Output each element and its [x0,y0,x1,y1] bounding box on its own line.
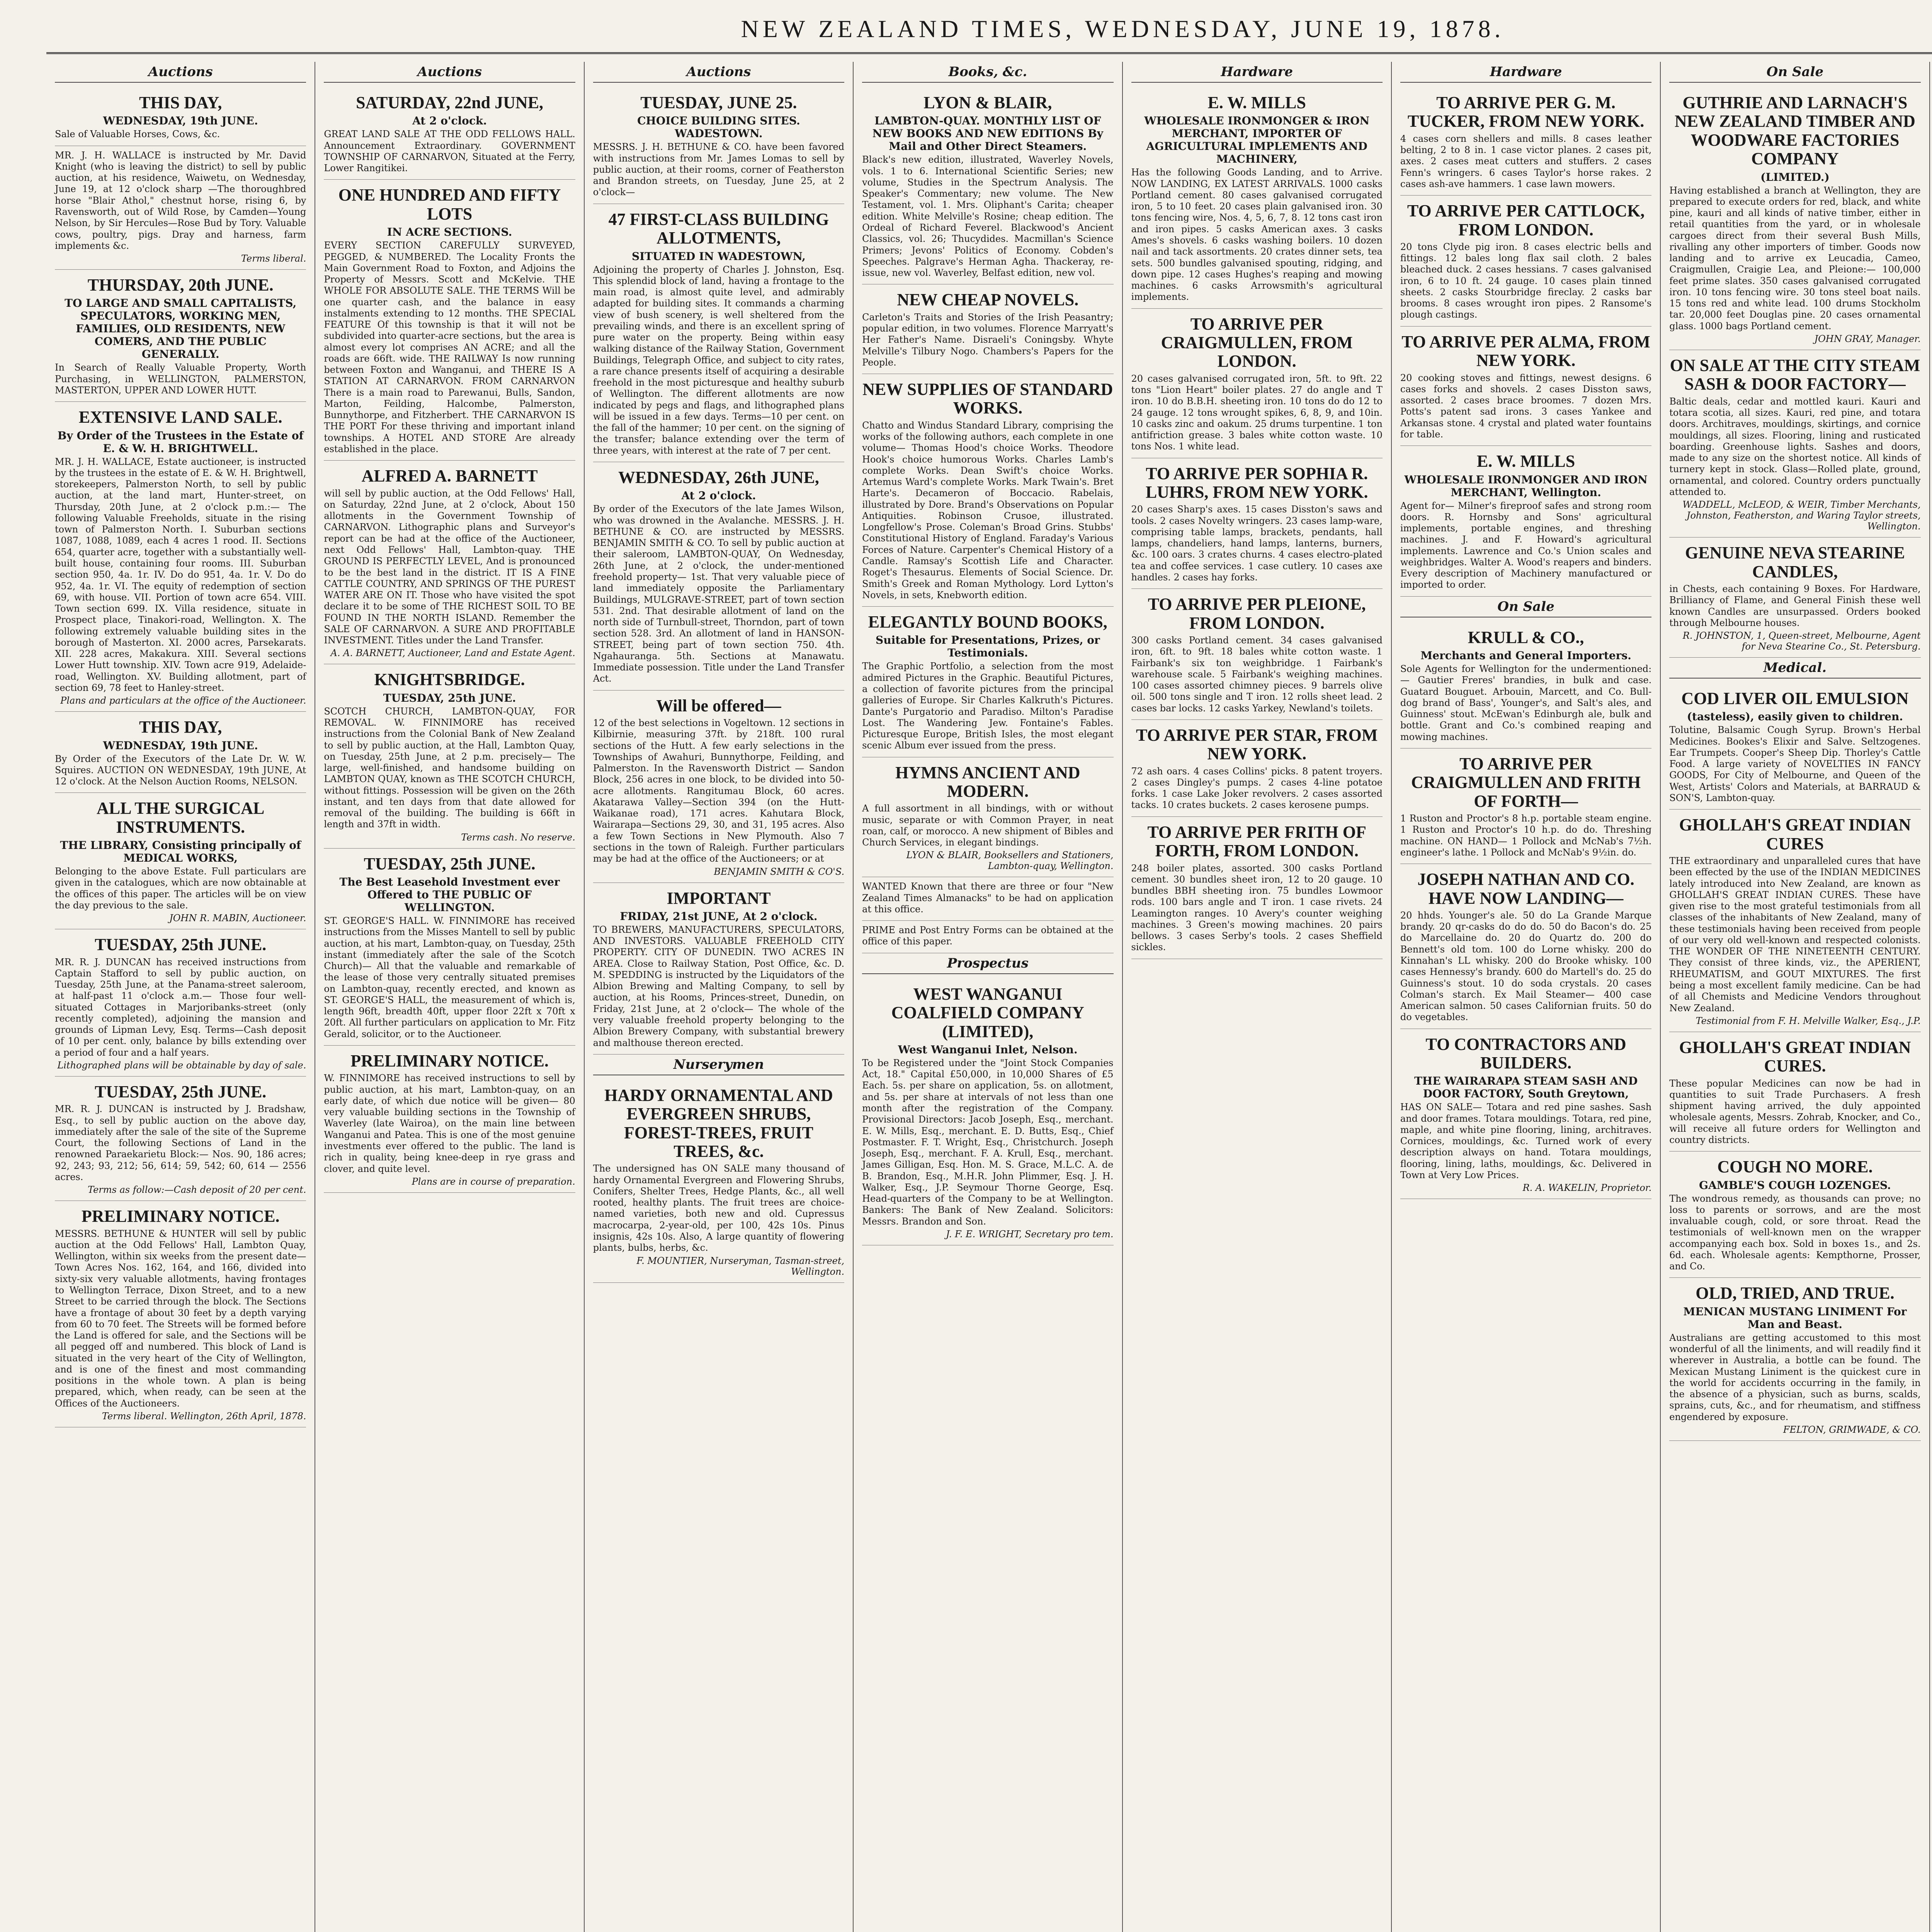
ad-body: Black's new edition, illustrated, Waverley Novels, vols. 1 to 6. International Scientific Series; new volume, Studies in the Spectrum Analysis. The Speaker's Commentary; new volume. The New Testament, vol. 1. Mrs. Oliphant's Carita; cheaper edition. White Melville's Rosine; cheap edition. The Ordeal of Richard Feverel. Blackwood's Ancient Classics, vol. 26; Thucydides. Macmillan's Science Primers; Jevons' Politics of Economy. Cobden's Speeches. Palgrave's Herman Agha. Thackeray, re-issue, new vol. Waverley, Belfast edition, new vol. [862,154,1114,279]
ad-title: THIS DAY, [139,93,222,112]
advertisement [55,1201,306,1427]
ad-body: 300 casks Portland cement. 34 cases galvanised iron, 6ft. to 9ft. 18 bales white cotton waste. 1 Fairbank's six ton weighbridge. 1 Fairbank's warehouse scale. 5 Fairbank's weighing machines. 100 cases assorted chimney pieces. 9 barrels olive oil. 500 tons single and T iron. 12 rolls sheet lead. 2 cases bar locks. 12 casks Yarkey, Newland's toilets. [1131,635,1383,714]
ad-signature: BENJAMIN SMITH & CO'S. [714,866,845,877]
ad-title: NEW SUPPLIES OF STANDARD WORKS. [862,380,1113,418]
ad-subtitle: FRIDAY, 21st JUNE, At 2 o'clock. [620,910,818,923]
ad-body: To be Registered under the "Joint Stock Companies Act, 18." Capital £50,000, in 10,000 Shares of £5 Each. 5s. per share on application, 5s. on allotment, and 5s. per share at intervals of not less than one month after the registration of the Company. Provisional Directors: Jacob Joseph, Esq., merchant. E. W. Mills, Esq., merchant. E. D. Butts, Esq., Chief Postmaster. F. T. Wright, Esq., Christchurch. Joseph Joseph, Esq., merchant. F. A. Krull, Esq., merchant. James Gilligan, Esq. Hon. M. S. Grace, M.L.C. A. de B. Brandon, Esq., M.H.R. John Plimmer, Esq. J. H. Walker, Esq., J.P. Seymour Thorne George, Esq. Head-quarters of the Company to be at Wellington. Bankers: The Bank of New Zealand. Solicitors: Messrs. Brandon and Son. [862,1057,1114,1227]
ad-title: THURSDAY, 20th JUNE. [87,276,274,295]
ad-signature: Testimonial from F. H. Melville Walker, Esq., J.P. [1696,1015,1921,1026]
ad-body: MESSRS. J. H. BETHUNE & CO. have been favored with instructions from Mr. James Lomas to sell by public auction, at their rooms, corner of Featherston and Brandon streets, on Tuesday, June 25, at 2 o'clock— [593,141,845,198]
column-5 [1123,62,1392,1932]
ad-subtitle: At 2 o'clock. [412,114,487,128]
ad-title: GENUINE NEVA STEARINE CANDLES, [1685,543,1905,581]
ad-body: HAS ON SALE— Totara and red pine sashes. Sash and door frames. Totara mouldings. Totara, red pine, maple, and white pine flooring, lining, architraves. Cornices, mouldings, &c. Turned work of every description always on hand. Totara mouldings, flooring, lining, laths, mouldings, &c. Delivered in Town at Very Low Prices. [1400,1102,1652,1180]
advertisement [55,402,306,712]
masthead-rule [46,52,1932,54]
advertisement [593,204,844,462]
ad-title: TO ARRIVE PER FRITH OF FORTH, FROM LONDON. [1147,822,1366,861]
ad-title: GHOLLAH'S GREAT INDIAN CURES. [1679,1037,1911,1076]
advertisement [324,180,575,461]
advertisement [1669,1032,1920,1151]
ad-subtitle: TUESDAY, 25th JUNE. [383,691,516,704]
ad-body: These popular Medicines can now be had in quantities to suit Trade Purchasers. A fresh shipment having arrived, the duly appointed wholesale agents, Messrs. Zohrab, Knocker, and Co., will receive all future orders for Wellington and country districts. [1669,1078,1921,1145]
ad-subtitle: MENICAN MUSTANG LINIMENT For Man and Beast. [1683,1305,1907,1331]
section-heading: Hardware [1400,64,1651,83]
ad-body: 20 cooking stoves and fittings, newest designs. 6 cases forks and shovels. 2 cases Disston saws, assorted. 2 cases brace broomes. 7 dozen Mrs. Potts's patent sad irons. 3 cases Yankee and Arkansas stone. 4 crystal and plated water fountains for table. [1400,372,1652,440]
ad-signature: LYON & BLAIR, Booksellers and Stationers, Lambton-quay, Wellington. [906,850,1114,872]
ad-body: will sell by public auction, at the Odd Fellows' Hall, on Saturday, 22nd June, at 2 o'clock, About 150 allotments in the Government Township of CARNARVON. Lithographic plans and Surveyor's report can be had at the office of the Auctioneer, next Odd Fellows' Hall, Lambton-quay. THE GROUND IS PERFECTLY LEVEL, And is pronounced to be the best land in the district. IT IS A FINE CATTLE COUNTRY, AND SPRINGS OF THE PUREST WATER ARE ON IT. Those who have visited the spot declare it to be some of THE RICHEST SOIL TO BE FOUND IN THE NORTH ISLAND. Remember the SALE OF CARNARVON. A SURE AND PROFITABLE INVESTMENT. Titles under the Land Transfer. [324,488,575,646]
ad-body: GREAT LAND SALE AT THE ODD FELLOWS HALL. Announcement Extraordinary. GOVERNMENT TOWNSHIP OF CARNARVON, Situated at the Ferry, Lower Rangitikei. [324,129,575,174]
ad-title: KRULL & CO., [1468,628,1584,647]
ad-body: Has the following Goods Landing, and to Arrive. NOW LANDING, EX LATEST ARRIVALS. 1000 casks Portland cement. 80 cases galvanised corrugated iron, 5 to 10 feet. 20 cases plain galvanised iron. 30 tons fencing wire, Nos. 4, 5, 6, 7, 8. 12 tons cast iron and iron pipes. 5 casks American axes. 3 casks Ames's shovels. 6 casks washing boilers. 10 dozen nail and tack assortments. 20 crates dinner sets, tea sets. 500 bundles galvanised spouting, ridging, and down pipe. 12 cases Hughes's reaping and mowing machines. 6 casks Arrowsmith's agricultural implements. [1131,167,1383,303]
ad-body: 1 Ruston and Proctor's 8 h.p. portable steam engine. 1 Ruston and Proctor's 10 h.p. do do. Threshing machine. ON HAND— 1 Pollock and McNab's 7½h. engineer's lathe. 1 Pollock and McNab's 9½in. do. [1400,813,1652,858]
ad-signature: R. A. WAKELIN, Proprietor. [1522,1182,1652,1194]
ad-body: The Graphic Portfolio, a selection from the most admired Pictures in the Graphic. Beautiful Pictures, a collection of favorite pictures from the principal galleries of Europe. Sir Charles Kalkruth's Pictures. Dante's Purgatorio and Paradiso. Milton's Paradise Lost. The Wandering Jew. Fontaine's Fables. Picturesque Europe, British Isles, the most elegant scenic Album ever issued from the press. [862,661,1114,751]
advertisement [1669,350,1920,537]
ad-subtitle: WEDNESDAY, 19th JUNE. [103,739,258,752]
advertisement [593,690,844,883]
advertisement [1669,1151,1920,1278]
ad-signature: Terms as follow:—Cash deposit of 20 per cent. [87,1184,306,1196]
ad-body: By Order of the Executors of the Late Dr. W. W. Squires. AUCTION ON WEDNESDAY, 19th JUNE, At 12 o'clock. At the Nelson Auction Rooms, NELSON. [55,753,306,787]
ad-subtitle: SITUATED IN WADESTOWN, [631,250,806,263]
section-heading: Medical. [1669,660,1920,679]
ad-body: In Search of Really Valuable Property, Worth Purchasing, in WELLINGTON, PALMERSTON, MASTERTON, UPPER AND LOWER HUTT. [55,362,306,396]
advertisement [862,607,1113,757]
ad-subtitle: IN ACRE SECTIONS. [387,226,512,239]
ad-subtitle: THE WAIRARAPA STEAM SASH AND DOOR FACTORY, South Greytown, [1414,1075,1638,1100]
column-1 [46,62,315,1932]
advertisement [862,757,1113,878]
newspaper-title: NEW ZEALAND TIMES, WEDNESDAY, JUNE 19, 1878. [741,15,1505,43]
ad-title: OLD, TRIED, AND TRUE. [1696,1284,1895,1303]
ad-title: TO ARRIVE PER CRAIGMULLEN AND FRITH OF FORTH— [1411,754,1641,811]
ad-body: 20 tons Clyde pig iron. 8 cases electric bells and fittings. 12 bales long flax sail cloth. 2 bales bleached duck. 2 cases hessians. 7 cases galvanised iron, 6 to 10 ft. 24 gauge. 10 cases plain tinned sheets. 2 casks Stourbridge fireclay. 2 casks bar brooms. 8 cases wrought iron pipes. 2 Ransome's plough castings. [1400,241,1652,320]
advertisement [55,270,306,402]
ad-subtitle: LAMBTON-QUAY. MONTHLY LIST OF NEW BOOKS AND NEW EDITIONS By Mail and Other Direct Steamers. [872,114,1104,153]
ad-signature: JOHN GRAY, Manager. [1814,333,1921,345]
ad-signature: Terms liberal. [241,253,306,264]
ad-signature: A. A. BARNETT, Auctioneer, Land and Estate Agent. [330,648,575,659]
advertisement [1131,458,1383,589]
advertisement [1131,720,1383,817]
ad-subtitle: (LIMITED.) [1760,170,1830,184]
ad-body: Agent for— Milner's fireproof safes and strong room doors. R. Hornsby and Sons' agricultural implements, portable engines, and threshing machines. J. and F. Howard's agricultural implements. Lawrence and Co.'s Union scales and weighbridges. Walter A. Wood's reapers and binders. Every description of Machinery manufactured or imported to order. [1400,500,1652,590]
ad-title: E. W. MILLS [1208,93,1306,112]
advertisement [55,929,306,1077]
ad-subtitle: WHOLESALE IRONMONGER & IRON MERCHANT, IMPORTER OF AGRICULTURAL IMPLEMENTS AND MACHINERY, [1144,114,1370,166]
ad-body: MR. R. J. DUNCAN is instructed by J. Bradshaw, Esq., to sell by public auction on the above day, immediately after the sale of the site of the Supreme Court, the following Sections of Land in the renowned Paraekarietu Block:— Nos. 90, 186 acres; 92, 243; 93, 212; 56, 614; 59, 542; 60, 614 — 2556 acres. [55,1104,306,1182]
ad-title: GUTHRIE AND LARNACH'S NEW ZEALAND TIMBER AND WOODWARE FACTORIES COMPANY [1674,93,1915,168]
ad-body: Sale of Valuable Horses, Cows, &c. [55,129,220,140]
column-4 [854,62,1122,1932]
advertisement [1131,817,1383,959]
ad-body: SCOTCH CHURCH, LAMBTON-QUAY, FOR REMOVAL. W. FINNIMORE has received instructions from the Colonial Bank of New Zealand to sell by public auction, at the Hall, Lambton Quay, on Tuesday, 25th June, at 2 p.m. precisely— The large, well-finished, and handsome building on LAMBTON QUAY, known as THE SCOTCH CHURCH, without fittings. Possession will be given on the 26th instant, and ten days from that date allowed for removal of the building. The building is 66ft in length and 37ft in width. [324,706,575,830]
section-heading: Nurserymen [593,1057,844,1075]
advertisement [593,462,844,690]
ad-title: TO ARRIVE PER CATTLOCK, FROM LONDON. [1407,201,1645,239]
ad-title: COUGH NO MORE. [1717,1157,1873,1177]
ad-signature: F. MOUNTIER, Nurseryman, Tasman-street, Wellington. [636,1255,845,1277]
advertisement [324,664,575,848]
ad-title: ON SALE AT THE CITY STEAM SASH & DOOR FACTORY— [1670,356,1920,394]
ad-title: E. W. MILLS [1476,452,1575,471]
section-heading: Auctions [593,64,844,83]
ad-signature: Plans are in course of preparation. [412,1176,575,1187]
ad-title: TO ARRIVE PER STAR, FROM NEW YORK. [1136,725,1378,764]
ad-title: Will be offered— [656,696,781,715]
advertisement [55,146,306,270]
ad-subtitle: CHOICE BUILDING SITES. WADESTOWN. [637,114,800,140]
ad-title: TO CONTRACTORS AND BUILDERS. [1425,1034,1626,1072]
ad-body: W. FINNIMORE has received instructions to sell by public auction, at his mart, Lambton-quay, on an early date, of which due notice will be given— 80 very valuable building sections in the Township of Waverley (late Wairoa), on the main line between Wanganui and Patea. This is one of the most genuine investments ever offered to the public. The land is rich in quality, being knee-deep in rye grass and clover, and quite level. [324,1073,575,1174]
ad-body: THE extraordinary and unparalleled cures that have been effected by the use of the INDIAN MEDICINES lately introduced into New Zealand, are known as GHOLLAH'S GREAT INDIAN CURES. These have given rise to the most grateful testimonials from all classes of the inhabitants of New Zealand, many of these testimonials having been received from people of our very old well-known and respected colonists. THE WONDER OF THE NINETEENTH CENTURY. They consist of three kinds, viz., the APERIENT, RHEUMATISM, and GOUT MIXTURES. The first being a most excellent family medicine. Can be had of all Chemists and Medicine Vendors throughout New Zealand. [1669,855,1921,1014]
ad-body: 20 cases Sharp's axes. 15 cases Disston's saws and tools. 2 cases Novelty wringers. 23 cases lamp-ware, comprising table lamps, brackets, pendants, hall lamps, chandeliers, hand lamps, lanterns, burners, &c. 100 oars. 3 crates churns. 4 cases electro-plated tea and coffee services. 1 case cutlery. 10 cases axe handles. 2 cases hay forks. [1131,504,1383,583]
column-8 [1930,62,1932,1932]
ad-body: 4 cases corn shellers and mills. 8 cases leather belting, 2 to 8 in. 1 case victor planes. 2 cases pit, axes. 2 cases meat cutters and stuffers. 2 cases Fenn's wringers. 6 cases Taylor's horse rakes. 2 cases ash-ave hammers. 1 case lawn mowers. [1400,133,1652,189]
advertisement [1400,87,1651,196]
ad-subtitle: (tasteless), easily given to children. [1687,710,1903,723]
ad-title: IMPORTANT [667,888,771,908]
advertisement [1400,748,1651,864]
ad-subtitle: GAMBLE'S COUGH LOZENGES. [1699,1179,1891,1192]
ad-body: in Chests, each containing 9 Boxes. For Hardware, Brilliancy of Flame, and General Finish these well known Candles are unsurpassed. Orders booked through Melbourne houses. [1669,583,1921,628]
ad-body: Carleton's Traits and Stories of the Irish Peasantry; popular edition, in two volumes. Florence Marryatt's Her Father's Name. Disraeli's Coningsby. Whyte Melville's Tilbury Nogo. Chambers's Papers for the People. [862,311,1114,368]
ad-title: THIS DAY, [139,718,222,737]
advertisement [862,284,1113,374]
advertisement [55,87,306,146]
advertisement [324,1046,575,1193]
ad-title: PRELIMINARY NOTICE. [81,1207,280,1226]
ad-signature: FELTON, GRIMWADE, & CO. [1783,1424,1921,1435]
ad-body: Chatto and Windus Standard Library, comprising the works of the following authors, each complete in one volume— Thomas Hood's choice Works. Theodore Hook's choice humorous Works. Charles Lamb's complete Works. Dean Swift's choice Works. Artemus Ward's complete Works. Mark Twain's. Bret Harte's. Decameron of Boccacio. Rabelais, illustrated by Dore. Brand's Observations on Popular Antiquities. Robinson Crusoe, illustrated. Longfellow's Prose. Coleman's Broad Grins. Stubbs' Constitutional History of England. Faraday's Various Forces of Nature. Carpenter's Chemical History of a Candle. Ramsay's Scottish Life and Character. Roget's Thesaurus. Elements of Social Science. Dr. Smith's Greek and Roman Mythology. Lord Lytton's Novels, in sets, Knebworth edition. [862,420,1114,600]
ad-body: 20 cases galvanised corrugated iron, 5ft. to 9ft. 22 tons "Lion Heart" boiler plates. 27 do angle and T iron. 10 do B.B.H. sheeting iron. 10 tons do do 12 to 24 gauge. 12 tons wrought spikes, 6, 8, 9, and 10in. 10 casks zinc and oakum. 25 drums turpentine. 1 ton antifriction grease. 3 bales white cotton waste. 10 tons Nos. 1 white lead. [1131,373,1383,452]
section-heading: Prospectus [862,956,1113,974]
ad-body: 248 boiler plates, assorted. 300 casks Portland cement. 30 bundles sheet iron, 12 to 20 gauge. 10 bundles BBH sheeting iron. 75 bundles Lowmoor rods. 100 bars angle and T iron. 1 case rivets. 24 Leamington ranges. 10 Avery's counter weighing machines. 3 Green's mowing machines. 20 pairs bellows. 3 cases Serby's tools. 2 cases Sheffield sickles. [1131,862,1383,953]
ad-title: 47 FIRST-CLASS BUILDING ALLOTMENTS, [608,209,829,248]
ad-signature: J. F. E. WRIGHT, Secretary pro tem. [946,1228,1114,1240]
ad-title: TUESDAY, 25th JUNE. [95,1082,267,1102]
ad-body: WANTED Known that there are three or four "New Zealand Times Almanacks" to be had on application at this office. [862,881,1114,915]
ad-title: HARDY ORNAMENTAL AND EVERGREEN SHRUBS, FOREST-TREES, FRUIT TREES, &c. [604,1085,833,1161]
ad-body: By order of the Executors of the late James Wilson, who was drowned in the Avalanche. MESSRS. J. H. BETHUNE & CO. are instructed by MESSRS. BENJAMIN SMITH & CO. To sell by public auction at their saleroom, LAMBTON-QUAY, On Wednesday, 26th June, at 2 o'clock, the under-mentioned freehold property— 1st. That very valuable piece of land immediately opposite the Parliamentary Buildings, MULGRAVE-STREET, part of town section 531. 2nd. That desirable allotment of land on the north side of Turnbull-street, Thorndon, part of town section 528. 3rd. An allotment of land in HANSON-STREET, being part of town section 750. 4th. Ngahauranga. 5th. Sections at Manawatu. Immediate possession. Title under the Land Transfer Act. [593,503,845,684]
column-6 [1392,62,1661,1932]
ad-title: TO ARRIVE PER CRAIGMULLEN, FROM LONDON. [1161,314,1353,371]
advertisement [862,877,1113,921]
ad-title: WEDNESDAY, 26th JUNE, [618,468,819,487]
advertisement [593,87,844,204]
ad-title: ELEGANTLY BOUND BOOKS, [868,612,1107,632]
ad-body: MESSRS. BETHUNE & HUNTER will sell by public auction at the Odd Fellows' Hall, Lambton Quay, Wellington, within six weeks from the present date— Town Acres Nos. 162, 164, and 166, divided into sixty-six very valuable allotments, having frontages to Wellington Terrace, Dixon Street, and to a new Street to be carried through the block. The Sections have a frontage of about 30 feet by a depth varying from 60 to 70 feet. The Streets will be formed before the Land is offered for sale, and the Sections will be all pegged off and numbered. This block of Land is situated in the very heart of the City of Wellington, and is one of the finest and most commanding positions in the whole town. A plan is being prepared, which, when ready, can be seen at the Offices of the Auctioneers. [55,1228,306,1409]
section-heading: Books, &c. [862,64,1113,83]
advertisement [1669,683,1920,810]
ad-body: Australians are getting accustomed to this most wonderful of all the liniments, and will readily find it wherever in Australia, a bottle can be found. The Mexican Mustang Liniment is the quickest cure in the world for accidents occurring in the family, in the absence of a physician, such as burns, scalds, sprains, cuts, &c., and for rheumatism, and stiffness engendered by exposure. [1669,1332,1921,1422]
ad-body: PRIME and Post Entry Forms can be obtained at the office of this paper. [862,925,1114,947]
ad-title: ALL THE SURGICAL INSTRUMENTS. [96,799,265,837]
ad-title: ALFRED A. BARNETT [361,466,538,486]
ad-title: COD LIVER OIL EMULSION [1681,689,1909,708]
advertisement [1400,622,1651,748]
advertisement [1131,309,1383,458]
ad-title: SATURDAY, 22nd JUNE, [356,93,544,112]
ad-title: LYON & BLAIR, [923,93,1052,112]
ad-signature: WADDELL, McLEOD, & WEIR, Timber Merchants, Johnston, Featherston, and Waring Taylor streets, Wellington. [1682,499,1921,532]
advertisement [593,1080,844,1283]
advertisement [1669,810,1920,1032]
ad-body: 12 of the best selections in Vogeltown. 12 sections in Kilbirnie, measuring 37ft. by 218ft. 100 rural sections of the Hutt. A few early selections in the Townships of Awahuri, Bunnythorpe, Feilding, and Palmerston. In the Ravensworth District — Sandon Block, 256 acres in one block, to be divided into 50-acre allotments. Rangitumau Block, 60 acres. Akatarawa Valley—Section 394 (on the Hutt-Waikanae road), 171 acres. Kahutara Block, Wairarapa—Sections 29, 30, and 31, 195 acres. Also a few Town Sections in New Plymouth. Also 7 sections in the town of Raleigh. Further particulars may be had at the office of the Auctioneers; or at [593,718,845,864]
ad-subtitle: At 2 o'clock. [681,489,756,502]
advertisement [55,793,306,929]
ad-body: Sole Agents for Wellington for the undermentioned:— Gautier Freres' brandies, in bulk and case. Guatard Bouguet. Arbouin, Marcett, and Co. Bull-dog brand of Bass', Younger's, and Salt's ales, and Guinness' stout. McEwan's Edinburgh ale, bulk and bottle. Grant and Co.'s combined reaping and mowing machines. [1400,663,1652,742]
ad-title: KNIGHTSBRIDGE. [374,670,525,689]
ad-title: TO ARRIVE PER PLEIONE, FROM LONDON. [1148,595,1366,633]
ad-body: Tolutine, Balsamic Cough Syrup. Brown's Herbal Medicines. Bookes's Elixir and Salve. Seltzogenes. Ear Trumpets. Cooper's Sheep Dip. Thorley's Cattle Food. A large variety of NOVELTIES IN FANCY GOODS, For City of Melbourne, and Queen of the West, Artists' Colors and Materials, at BARRAUD & SON'S, Lambton-quay. [1669,724,1921,804]
advertisement [862,921,1113,953]
ad-signature: Plans and particulars at the office of the Auctioneer. [60,695,306,706]
ad-body: Having established a branch at Wellington, they are prepared to execute orders for red, black, and white pine, kauri and all kinds of native timber, either in retail quantities from the yard, or in wholesale cargoes direct from their several Bush Mills, rivalling any other importers of timber. Goods now landing and to arrive ex Leucadia, Cameo, Craigmullen, Craigie Lea, and Pleione:— 100,000 feet prime slates. 350 cases galvanised corrugated iron. 10 tons fencing wire. 30 tons steel boat nails. 15 tons red and white lead. 100 drums Stockholm tar. 20,000 feet Douglas pine. 20 cases ornamental glass. 1000 bags Portland cement. [1669,185,1921,332]
newspaper-columns [46,62,1932,1932]
ad-title: TUESDAY, 25th JUNE. [95,935,267,954]
ad-title: NEW CHEAP NOVELS. [897,290,1079,310]
ad-title: JOSEPH NATHAN AND CO. HAVE NOW LANDING— [1417,870,1634,908]
ad-subtitle: By Order of the Trustees in the Estate of E. & W. H. BRIGHTWELL. [57,429,304,455]
advertisement [324,849,575,1046]
ad-body: MR. R. J. DUNCAN has received instructions from Captain Stafford to sell by public auction, on Tuesday, 25th June, at the Panama-street saleroom, at half-past 11 o'clock a.m.— Those four well-situated Cottages in Marjoribanks-street (only recently completed), adjoining the mansion and grounds of Lipman Levy, Esq. Terms—Cash deposit of 10 per cent. only, balance by bills extending over a period of four and a half years. [55,956,306,1058]
ad-signature: Terms cash. No reserve. [461,832,575,843]
ad-title: GHOLLAH'S GREAT INDIAN CURES [1679,815,1911,853]
column-7 [1661,62,1930,1932]
ad-subtitle: The Best Leasehold Investment ever Offered to THE PUBLIC OF WELLINGTON. [339,876,560,914]
ad-title: TUESDAY, JUNE 25. [640,93,797,112]
ad-title: PRELIMINARY NOTICE. [350,1051,549,1071]
section-heading: Hardware [1131,64,1383,83]
advertisement [862,979,1113,1245]
ad-title: TUESDAY, 25th JUNE. [364,854,536,873]
ad-subtitle: West Wanganui Inlet, Nelson. [898,1043,1078,1056]
section-heading: On Sale [1400,599,1651,617]
ad-subtitle: WEDNESDAY, 19th JUNE. [103,114,258,128]
section-heading: Auctions [55,64,306,83]
advertisement [862,87,1113,284]
ad-body: 72 ash oars. 4 cases Collins' picks. 8 patent troyers. 2 cases Dingley's pumps. 2 cases 4-line potatoe forks. 1 case Lake Joker revolvers. 2 cases assorted tacks. 10 crates buckets. 2 cases kerosene pumps. [1131,765,1383,811]
ad-body: TO BREWERS, MANUFACTURERS, SPECULATORS, AND INVESTORS. VALUABLE FREEHOLD CITY PROPERTY. CITY OF DUNEDIN. TWO ACRES IN AREA. Close to Railway Station, Post Office, &c. D. M. SPEDDING is instructed by the Liquidators of the Albion Brewing and Malting Company, to sell by auction, at his Rooms, Princes-street, Dunedin, on Friday, 21st June, at 2 o'clock— The whole of the very valuable freehold property belonging to the Albion Brewery Company, with substantial brewery and malthouse thereon erected. [593,924,845,1048]
advertisement [862,374,1113,607]
ad-subtitle: Suitable for Presentations, Prizes, or Testimonials. [875,634,1100,660]
ad-subtitle: Merchants and General Importers. [1420,649,1631,662]
advertisement [1400,196,1651,327]
ad-title: WEST WANGANUI COALFIELD COMPANY (LIMITED), [891,984,1084,1041]
advertisement [324,87,575,180]
ad-title: TO ARRIVE PER ALMA, FROM NEW YORK. [1401,332,1650,370]
ad-body: Baltic deals, cedar and mottled kauri. Kauri and totara scotia, all sizes. Kauri, red pine, and totara doors. Architraves, mouldings, skirtings, and cornice mouldings, all sizes. Flooring, lining and rusticated boarding. Greenhouse lights. Sashes and doors, made to any size on the shortest notice. All kinds of turnery kept in stock. Glass—Rolled plate, ground, ornamental, and colored. Country orders punctually attended to. [1669,396,1921,497]
ad-body: 20 hhds. Younger's ale. 50 do La Grande Marque brandy. 20 qr-casks do do do. 50 do Bacon's do. 25 do Marcellaine do. 20 do Quartz do. 200 do Bennett's old tom. 100 do Lorne whisky. 200 do Kinnahan's LL whisky. 200 do Brooke whisky. 100 cases Hennessy's brandy. 600 do Martell's do. 25 do Guinness's stout. 10 do soda crystals. 20 cases Colman's starch. Ex Mail Steamer— 400 case American salmon. 50 cases Californian fruits. 50 do do vegetables. [1400,910,1652,1023]
ad-title: TO ARRIVE PER G. M. TUCKER, FROM NEW YORK. [1407,93,1645,131]
column-2 [315,62,584,1932]
ad-signature: JOHN R. MABIN, Auctioneer. [169,913,306,924]
advertisement [1400,446,1651,597]
ad-subtitle: WHOLESALE IRONMONGER AND IRON MERCHANT, Wellington. [1404,473,1648,499]
advertisement [1131,87,1383,309]
advertisement [1669,537,1920,658]
ad-body: ST. GEORGE'S HALL. W. FINNIMORE has received instructions from the Misses Mantell to sell by public auction, at his mart, Lambton-quay, on Tuesday, 25th instant (immediately after the sale of the Scotch Church)— All that the valuable and remarkable of the lease of those very centrally situated premises on Lambton-quay, recently erected, and known as ST. GEORGE'S HALL, the measurement of which is, length 96ft, breadth 40ft, upper floor 22ft x 70ft x 20ft. All further particulars on application to Mr. Fitz Gerald, solicitor, or to the Auctioneer. [324,915,575,1039]
ad-body: EVERY SECTION CAREFULLY SURVEYED, PEGGED, & NUMBERED. The Locality Fronts the Main Government Road to Foxton, and Adjoins the Property of Messrs. Scott and McKelvie. THE WHOLE FOR ABSOLUTE SALE. THE TERMS Will be one quarter cash, and the balance in easy instalments extending to 12 months. THE SPECIAL FEATURE Of this township is that it will not be subdivided into quarter-acre sections, but the area is almost every lot comprises AN ACRE; and all the roads are 66ft. wide. THE RAILWAY Is now running between Foxton and Wanganui, and THERE IS A STATION AT CARNARVON. FROM CARNARVON There is a main road to Parewanui, Bulls, Sandon, Marton, Feilding, Halcombe, Palmerston, Bunnythorpe, and Fitzherbert. THE CARNARVON IS THE PORT For these thriving and important inland townships. A HOTEL AND STORE Are already established in the place. [324,240,575,455]
advertisement [593,883,844,1054]
ad-body: The wondrous remedy, as thousands can prove; no loss to parents or sorrows, and are the most invaluable cough, cold, or sore throat. Read the testimonials of well-known men on the wrapper accompanying each box. Sold in boxes 1s., and 2s. 6d. each. Wholesale agents: Kempthorne, Prosser, and Co. [1669,1193,1921,1272]
advertisement [324,461,575,664]
advertisement [55,1077,306,1201]
ad-signature: Terms liberal. Wellington, 26th April, 1878. [102,1410,306,1422]
ad-body: A full assortment in all bindings, with or without music, separate or with Common Prayer, in neat roan, calf, or morocco. A new shipment of Bibles and Church Services, in elegant bindings. [862,803,1114,848]
section-heading: On Sale [1669,64,1920,83]
ad-title: TO ARRIVE PER SOPHIA R. LUHRS, FROM NEW YORK. [1145,464,1368,502]
column-3 [585,62,854,1932]
advertisement [1400,864,1651,1029]
masthead [46,12,1932,46]
ad-body: MR. J. H. WALLACE, Estate auctioneer, is instructed by the trustees in the estate of E. & W. H. Brightwell, storekeepers, Palmerston North, to sell by public auction, at the land mart, Hunter-street, on Thursday, 20th June, at 2 o'clock p.m.:— The following Valuable Freeholds, situate in the rising town of Palmerston North. I. Suburban sections 1087, 1088, 1089, each 4 acres 1 rood. II. Sections 654, quarter acre, together with a substantially well-built house, containing four rooms. III. Suburban section 950, 4a. 1r. IV. Do do 951, 4a. 1r. V. Do do 952, 4a. 1r. VI. The equity of redemption of section 69, with house. VII. Portion of town acre 654. VIII. Town section 699. IX. Villa residence, situate in Prospect place, Tinakori-road, Wellington. X. The following extremely valuable building sites in the borough of Masterton. XI. 2000 acres, Parsekarats. XII. 228 acres, Makakura. XIII. Several sections Lower Hutt township. XIV. Town acre 919, Adelaide-road, Wellington. XV. Building allotment, part of section 69, 78 feet to Hanley-street. [55,456,306,693]
section-heading: Auctions [324,64,575,83]
advertisement [1669,87,1920,350]
ad-subtitle: TO LARGE AND SMALL CAPITALISTS, SPECULATORS, WORKING MEN, FAMILIES, OLD RESIDENTS, NEW COMERS, AND THE PUBLIC GENERALLY. [65,297,297,361]
ad-title: HYMNS ANCIENT AND MODERN. [895,763,1080,801]
ad-body: MR. J. H. WALLACE is instructed by Mr. David Knight (who is leaving the district) to sell by public auction, at his residence, Waiwetu, on Wednesday, June 19, at 12 o'clock sharp —The thoroughbred horse "Blair Athol," chestnut horse, rising 6, by Ravensworth, out of Wild Rose, by Camden—Young Nelson, by Sir Hercules—Rose Bud by Tory. Valuable cows, poultry, pigs. Dray and harness, farm implements &c. [55,150,306,251]
ad-body: Belonging to the above Estate. Full particulars are given in the catalogues, which are now obtainable at the offices of this paper. The articles will be on view the day previous to the sale. [55,866,306,911]
advertisement [1669,1278,1920,1441]
advertisement [1131,589,1383,720]
ad-title: EXTENSIVE LAND SALE. [78,408,282,427]
ad-body: Adjoining the property of Charles J. Johnston, Esq. This splendid block of land, having a frontage to the main road, is almost quite level, and admirably adapted for building sites. It commands a charming view of bush scenery, is well sheltered from the prevailing winds, and there is an excellent spring of pure water on the property. Being within easy walking distance of the Railway Station, Government Buildings, Telegraph Office, and subject to city rates, a rare chance presents itself of acquiring a desirable freehold in the most picturesque and healthy suburb of Wellington. The different allotments are now indicated by pegs and flags, and lithographed plans will be issued in a few days. Terms—10 per cent. on the fall of the hammer; 10 per cent. on the signing of the transfer; balance extending over the term of three years, with interest at the rate of 7 per cent. [593,264,845,456]
ad-body: The undersigned has ON SALE many thousand of hardy Ornamental Evergreen and Flowering Shrubs, Conifers, Shelter Trees, Hedge Plants, &c., all well rooted, healthy plants. The fruit trees are choice-named varieties, both new and old. Cupressus macrocarpa, 2-year-old, per 100, 42s 10s. Pinus insignis, 42s 10s. Also, A large quantity of flowering plants, bulbs, herbs, &c. [593,1163,845,1253]
ad-signature: Lithographed plans will be obtainable by day of sale. [57,1060,306,1071]
advertisement [1400,1029,1651,1199]
advertisement [1400,327,1651,446]
ad-signature: R. JOHNSTON, 1, Queen-street, Melbourne, Agent for Neva Stearine Co., St. Petersburg. [1682,630,1921,652]
advertisement [55,712,306,793]
ad-title: ONE HUNDRED AND FIFTY LOTS [338,185,561,223]
ad-subtitle: THE LIBRARY, Consisting principally of MEDICAL WORKS, [60,839,301,865]
